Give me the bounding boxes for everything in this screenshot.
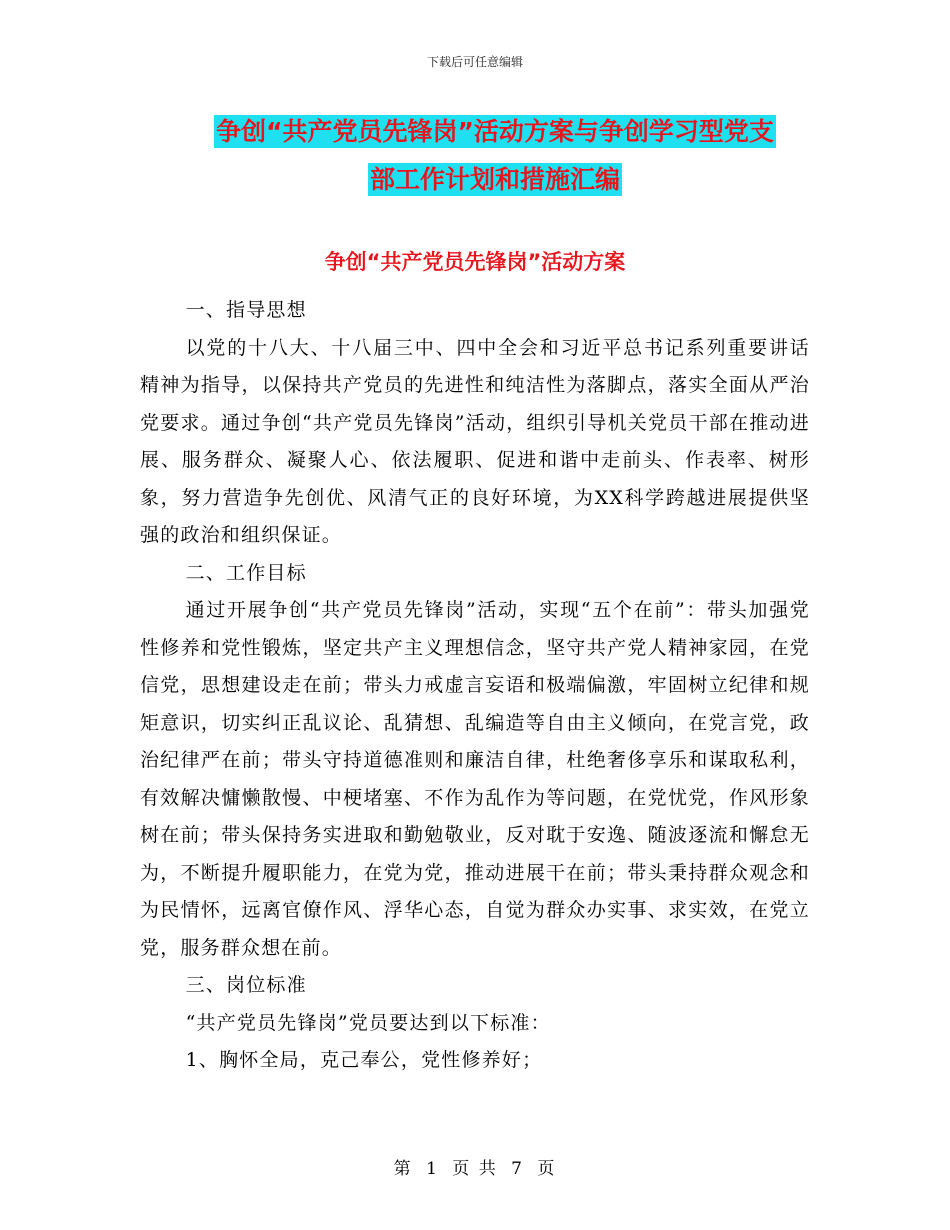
main-title-line-1: 争创“共产党员先锋岗”活动方案与争创学习型党支	[216, 117, 774, 146]
footer-middle: 页 共	[452, 1159, 498, 1179]
page-number-footer	[0, 1154, 950, 1179]
footer-suffix: 页	[537, 1159, 557, 1179]
footer-prefix: 第	[393, 1159, 413, 1179]
header-note: 下载后可任意编辑	[426, 55, 523, 69]
section-heading-post-standards: 三、岗位标准	[185, 974, 307, 996]
main-title	[130, 108, 860, 204]
body-paragraph-work-goals: 通过开展争创“共产党员先锋岗”活动，实现“五个在前”：带头加强党性修养和党性锻炼，坚定共产主义理想信念，坚守共产党人精神家园，在党信党，思想建设走在前；带头力戒虚言妄语和极端偏激，牢固树立纪律和规矩意识，切实纠正乱议论、乱猜想、乱编造等自由主义倾向，在党言党，政治纪律严在前；带头守持道德准则和廉洁自律，杜绝奢侈享乐和谋取私利，有效解决慵懒散慢、中梗堵塞、不作为乱作为等问题，在党忧党，作风形象树在前；带头保持务实进取和勤勉敬业，反对耽于安逸、随波逐流和懈怠无为，不断提升履职能力，在党为党，推动进展干在前；带头秉持群众观念和为民情怀，远离官僚作风、浮华心态，自觉为群众办实事、求实效，在党立党，服务群众想在前。	[140, 599, 810, 959]
main-title-line-2: 部工作计划和措施汇编	[369, 165, 620, 194]
body-paragraph-guiding-ideology: 以党的十八大、十八届三中、四中全会和习近平总书记系列重要讲话精神为指导，以保持共产党员的先进性和纯洁性为落脚点，落实全面从严治党要求。通过争创“共产党员先锋岗”活动，组织引导机关党员干部在推动进展、服务群众、凝聚人心、依法履职、促进和谐中走前头、作表率、树形象，努力营造争先创优、风清气正的良好环境，为XX科学跨越进展提供坚强的政治和组织保证。	[140, 336, 810, 546]
section-heading-work-goals: 二、工作目标	[185, 561, 307, 584]
document-body	[140, 292, 810, 1080]
footer-current-page: 1	[426, 1159, 439, 1179]
footer-total-pages: 7	[511, 1159, 524, 1179]
section-title: 争创“共产党员先锋岗”活动方案	[324, 250, 626, 274]
list-item-standard-1: 1、胸怀全局，克己奉公，党性修养好；	[185, 1049, 543, 1071]
body-paragraph-standards-intro: “共产党员先锋岗”党员要达到以下标准：	[185, 1011, 551, 1034]
section-heading-guiding-ideology: 一、指导思想	[185, 299, 307, 321]
